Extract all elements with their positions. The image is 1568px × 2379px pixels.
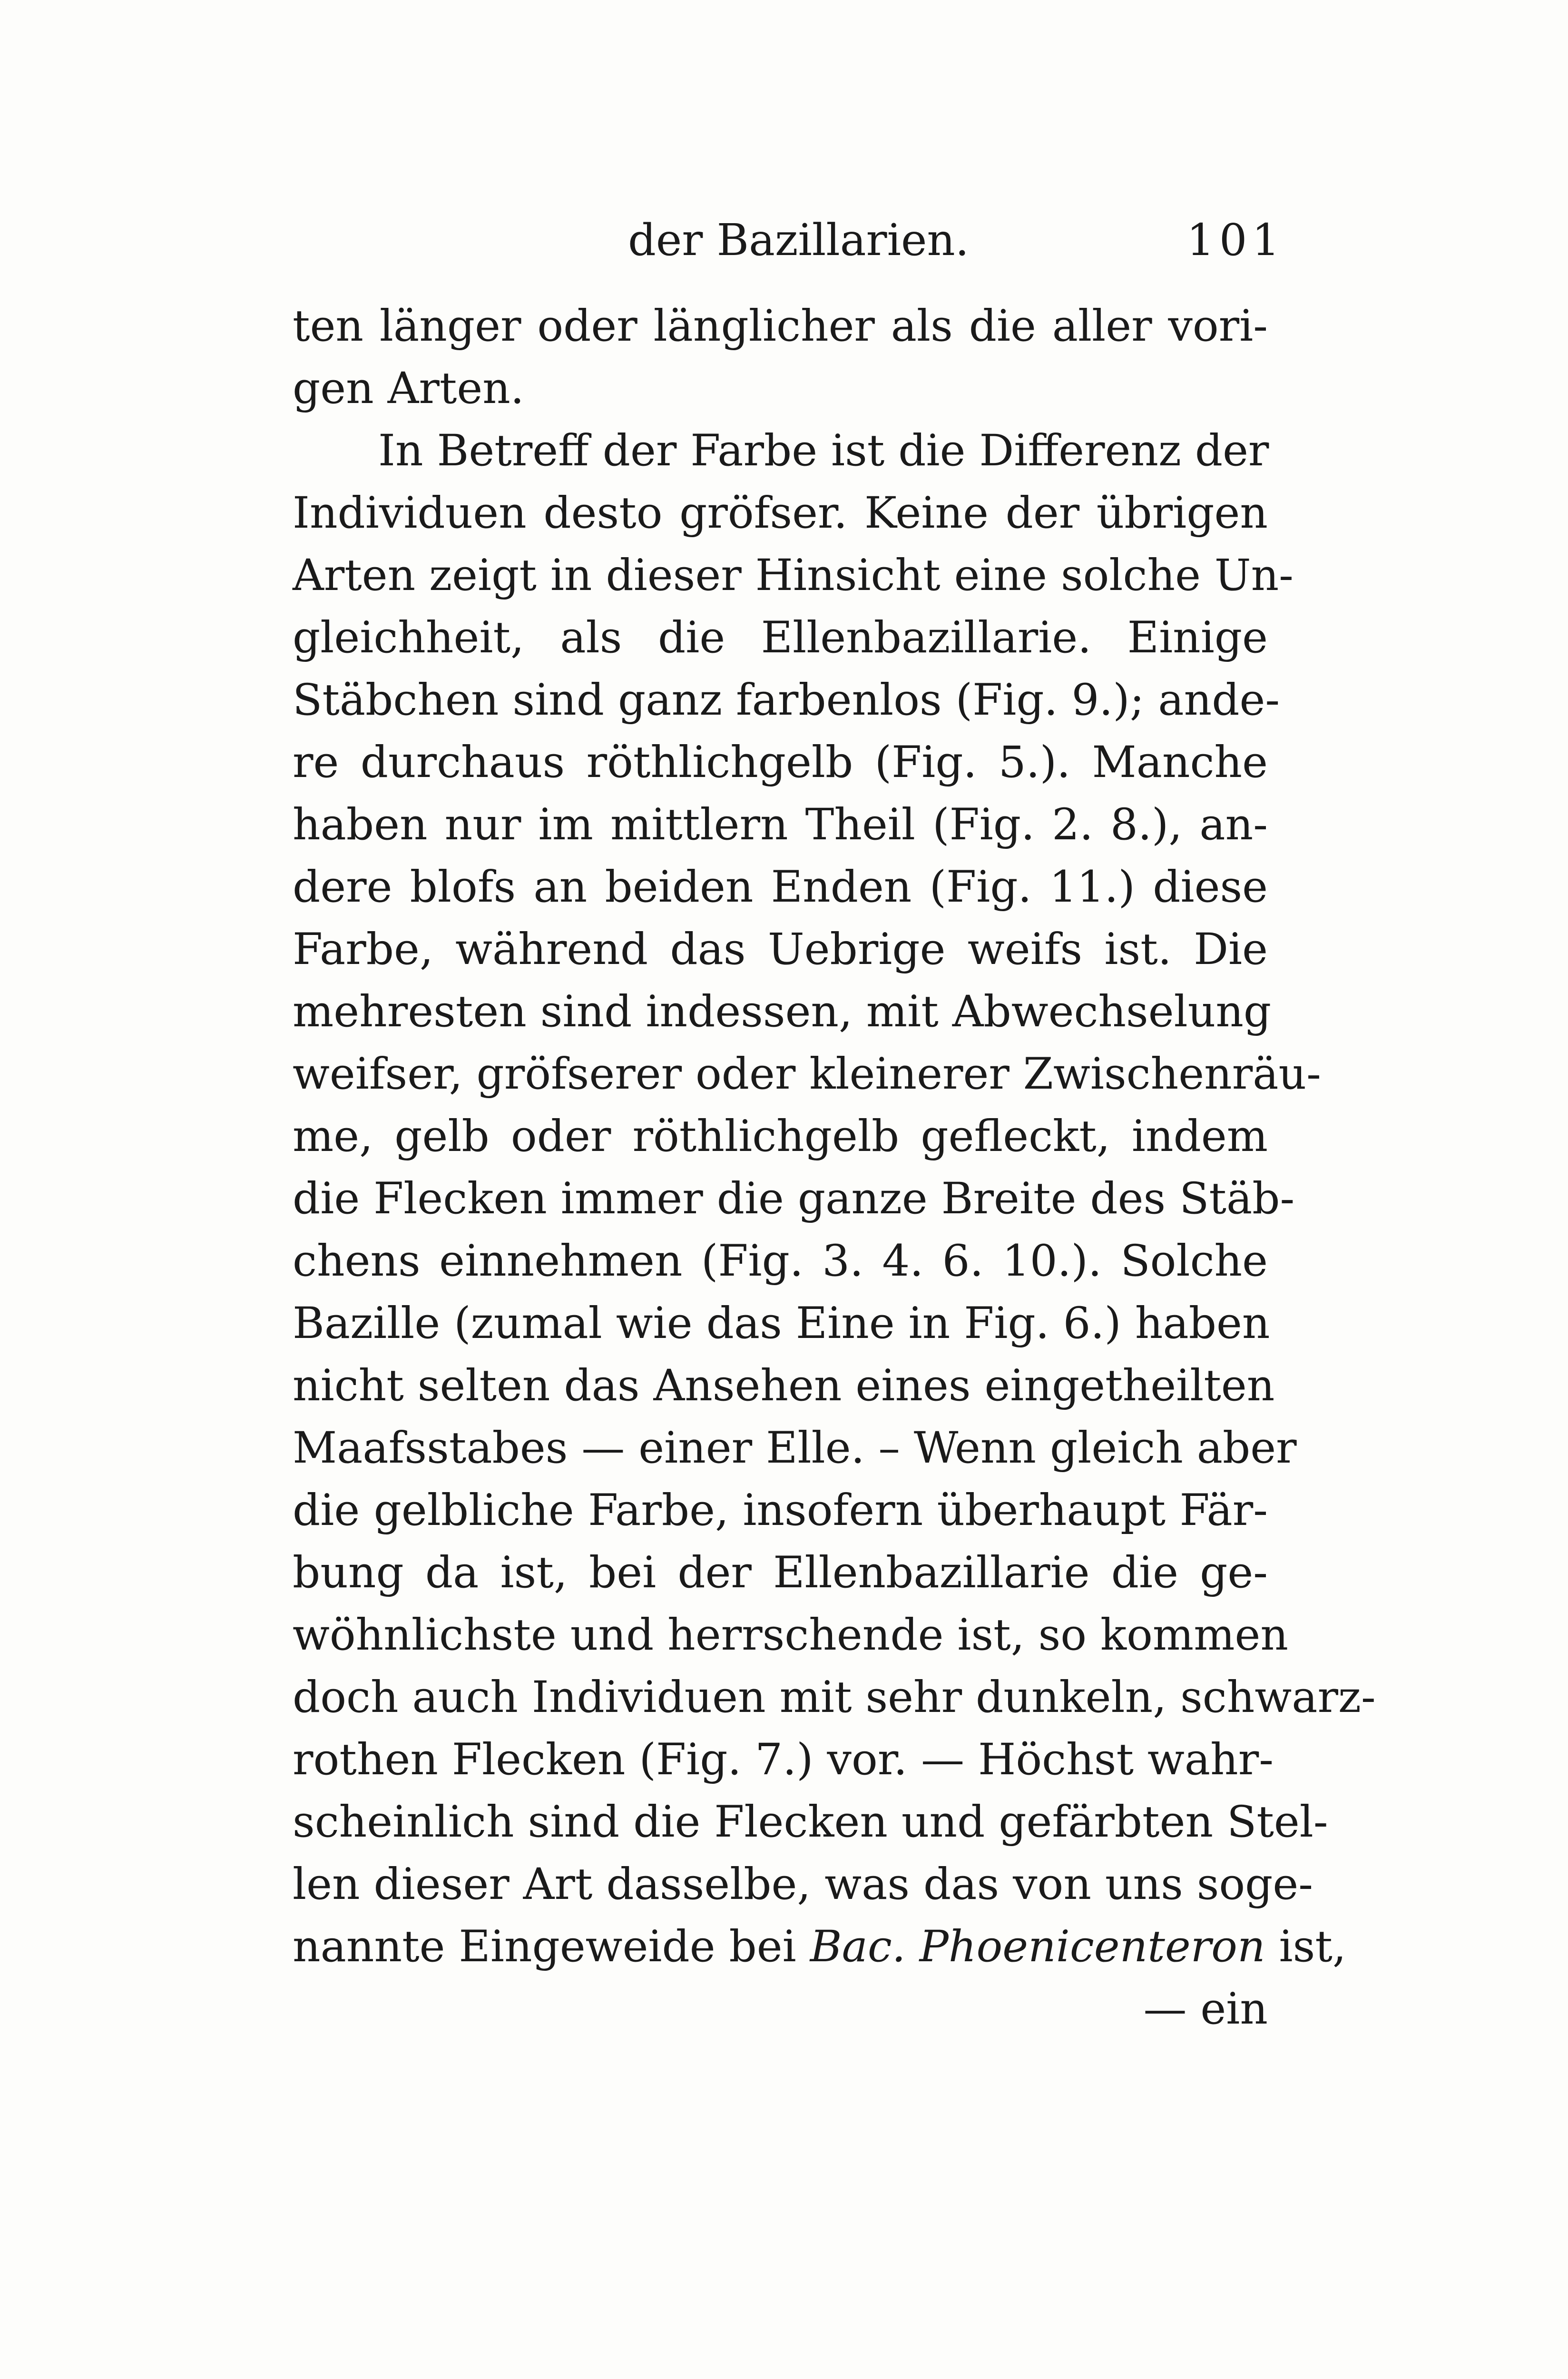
text-line-last [293,1916,1346,1978]
text-line: Individuen desto gröfser. Keine der übrigen [293,488,1268,538]
text-line: scheinlich sind die Flecken und gefärbten Stel- [293,1797,1328,1847]
text-line: Stäbchen sind ganz farbenlos (Fig. 9.); ande- [293,675,1280,725]
text-line: ten länger oder länglicher als die aller vori- [293,301,1268,351]
text-line: Farbe, während das Uebrige weifs ist. Die [293,924,1268,974]
text-line: gen Arten. [293,364,524,413]
running-title: der Bazillarien. [628,215,969,265]
text-line: doch auch Individuen mit sehr dunkeln, schwarz- [293,1672,1376,1722]
text-line: nicht selten das Ansehen eines eingetheilten [293,1361,1275,1411]
body-text [293,295,1376,2040]
text-line: len dieser Art dasselbe, was das von uns soge- [293,1859,1313,1909]
text-line: wöhnlichste und herrschende ist, so kommen [293,1610,1288,1660]
text-line: mehresten sind indessen, mit Abwechselung [293,987,1272,1037]
catchword: — ein [1143,1984,1268,2034]
text-line: rothen Flecken (Fig. 7.) vor. — Höchst wahr- [293,1735,1274,1785]
text-line: re durchaus röthlichgelb (Fig. 5.). Manche [293,737,1268,787]
last-line-suffix: ist, [1265,1922,1346,1972]
text-line: gleichheit, als die Ellenbazillarie. Einige [293,613,1268,663]
text-line: dere blofs an beiden Enden (Fig. 11.) diese [293,862,1268,912]
text-line: haben nur im mittlern Theil (Fig. 2. 8.), an- [293,800,1268,850]
text-line: weifser, gröfserer oder kleinerer Zwischenräu- [293,1049,1321,1099]
page-number: 101 [1186,215,1284,265]
text-line: bung da ist, bei der Ellenbazillarie die ge- [293,1548,1268,1598]
text-line: die Flecken immer die ganze Breite des Stäb- [293,1174,1295,1224]
species-name: Bac. Phoenicenteron [810,1922,1265,1972]
text-line: Arten zeigt in dieser Hinsicht eine solche Un- [293,551,1294,600]
text-line: me, gelb oder röthlichgelb gefleckt, indem [293,1111,1268,1161]
text-line: Maafsstabes — einer Elle. – Wenn gleich aber [293,1423,1297,1473]
text-line: Bazille (zumal wie das Eine in Fig. 6.) haben [293,1298,1270,1348]
text-line: chens einnehmen (Fig. 3. 4. 6. 10.). Solche [293,1236,1268,1286]
text-line: In Betreff der Farbe ist die Differenz der [378,426,1269,476]
text-line: die gelbliche Farbe, insofern überhaupt Fär- [293,1485,1268,1535]
last-line-prefix: nannte Eingeweide bei [293,1922,810,1972]
running-head [285,209,1284,271]
